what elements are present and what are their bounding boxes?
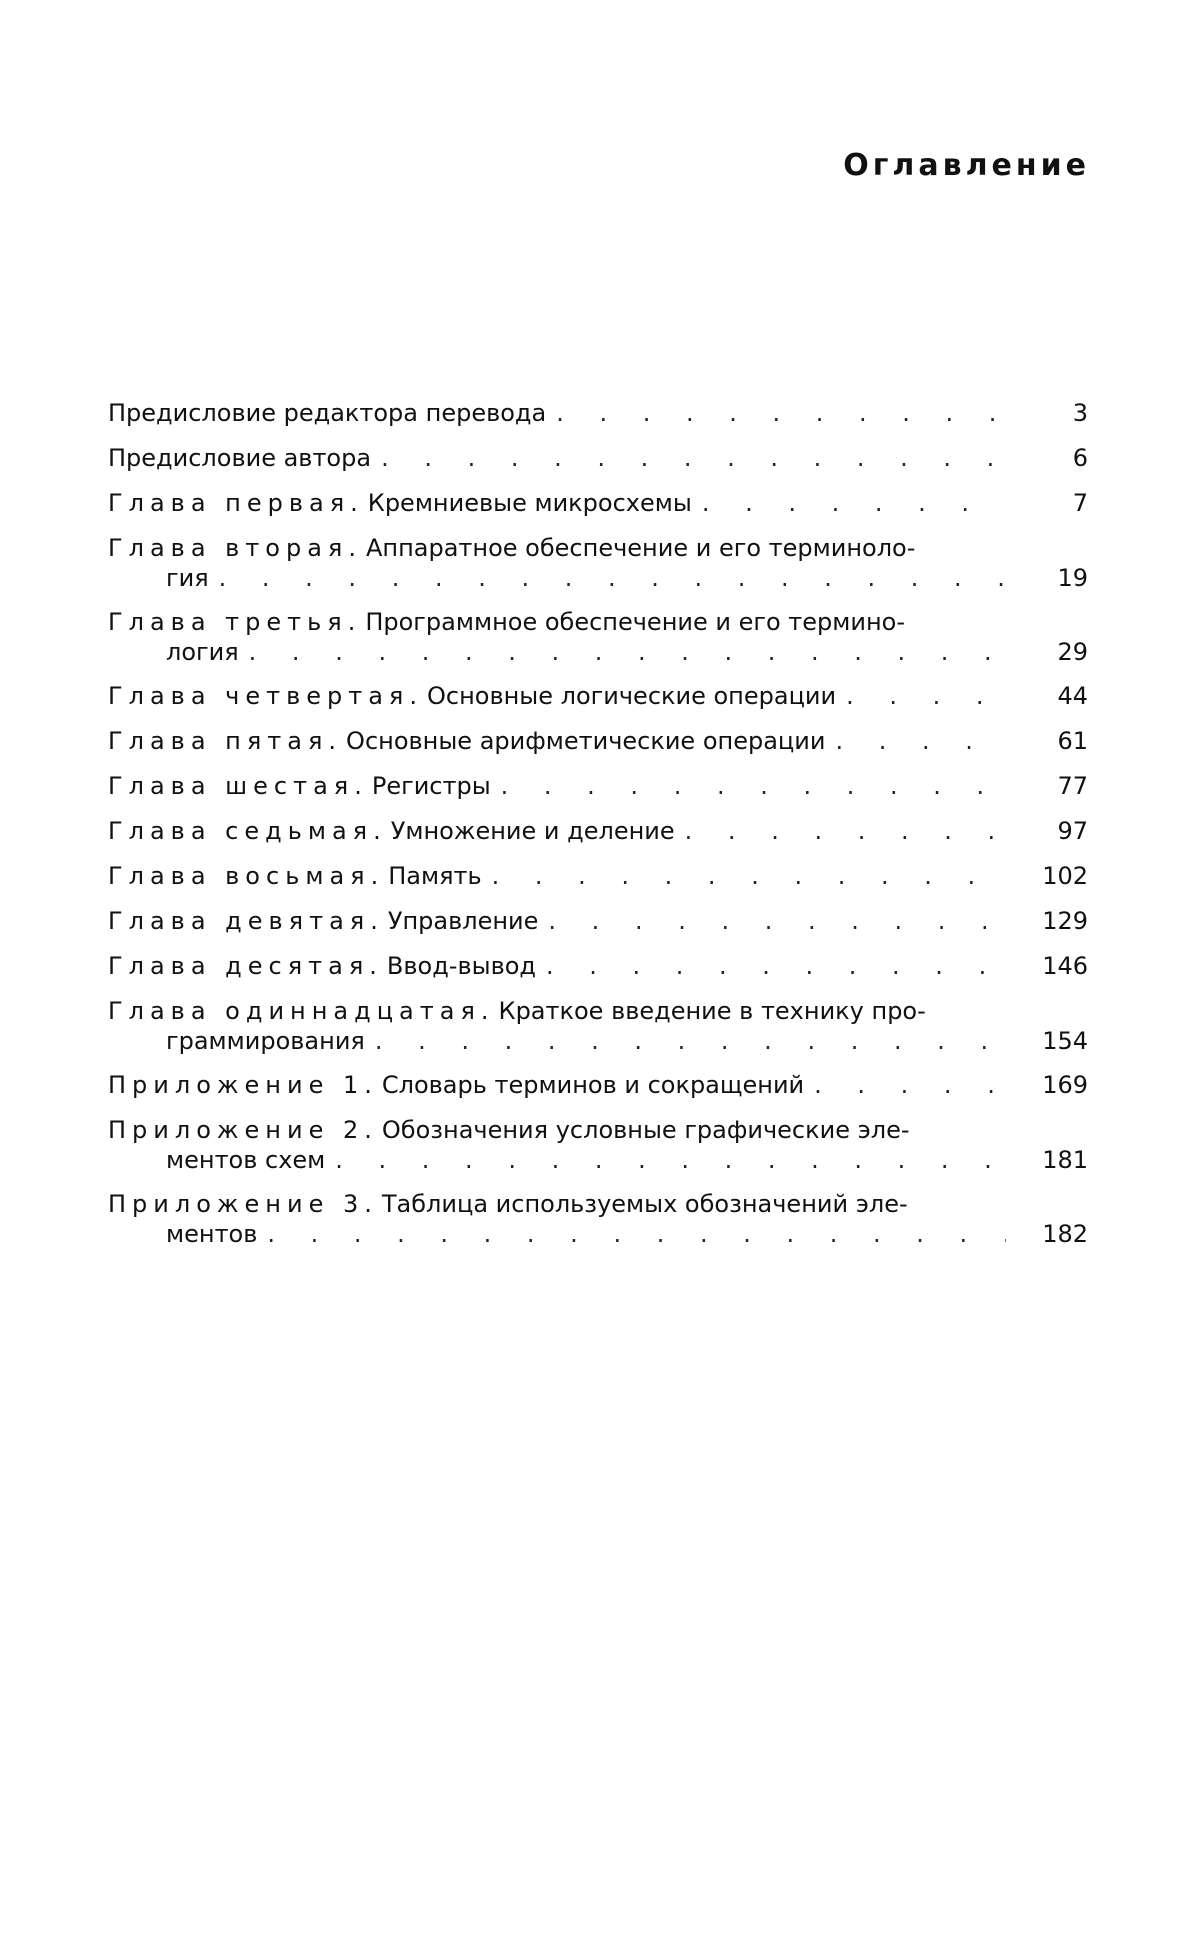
- toc-entry-heading-continued: ментов схем: [166, 1146, 326, 1174]
- toc-entry-page-number: 154: [1042, 1027, 1088, 1055]
- toc-entry-heading-continued: гия: [166, 564, 209, 592]
- toc-entry-text: [108, 681, 1016, 711]
- toc-entry-heading-continued: ментов: [166, 1220, 258, 1248]
- toc-entry-page-number: 44: [1057, 682, 1088, 710]
- toc-entry-prefix: Глава первая.: [108, 489, 364, 517]
- leader-dots: [501, 771, 1006, 801]
- toc-entry-page-number: 129: [1042, 907, 1088, 935]
- toc-entry[interactable]: [108, 488, 1088, 518]
- toc-entry-prefix: Глава девятая.: [108, 907, 384, 935]
- toc-entry-heading: Обозначения условные графические эле-: [381, 1116, 910, 1144]
- leader-dots: [219, 563, 1006, 593]
- toc-entry[interactable]: [108, 816, 1088, 846]
- leader-dots: [835, 726, 1006, 756]
- toc-entry-heading: Аппаратное обеспечение и его терминоло-: [365, 534, 916, 562]
- toc-entry-heading: Умножение и деление: [390, 817, 675, 845]
- toc-entry[interactable]: [108, 443, 1088, 473]
- toc-entry-first-line: [108, 533, 1016, 563]
- toc-entry-page-number: 182: [1042, 1220, 1088, 1248]
- toc-entry-prefix: Глава четвертая.: [108, 682, 423, 710]
- leader-dots: [546, 951, 1006, 981]
- leader-dots: [381, 443, 1006, 473]
- toc-entry-text: [108, 1189, 1016, 1249]
- toc-entry-text: [108, 861, 1016, 891]
- toc-entry-first-line: [108, 771, 1016, 801]
- toc-entry-page-number: 102: [1042, 862, 1088, 890]
- toc-entry-prefix: Приложение 2.: [108, 1116, 378, 1144]
- toc-entry-heading: Словарь терминов и сокращений: [381, 1071, 805, 1099]
- toc-entry-text: [108, 996, 1016, 1056]
- toc-entry-first-line: [108, 996, 1016, 1026]
- toc-entry-prefix: Глава одиннадцатая.: [108, 997, 495, 1025]
- toc-entry-heading: Кремниевые микросхемы: [367, 489, 692, 517]
- toc-entry-heading: Основные логические операции: [427, 682, 837, 710]
- toc-entry-first-line: [108, 443, 1016, 473]
- toc-entry-heading: Предисловие автора: [108, 444, 372, 472]
- toc-entry-prefix: Глава третья.: [108, 608, 362, 636]
- toc-entry-heading: Программное обеспечение и его термино-: [365, 608, 906, 636]
- toc-entry-page-number: 169: [1042, 1071, 1088, 1099]
- toc-entry-page-number: 19: [1057, 564, 1088, 592]
- toc-entry-text: [108, 906, 1016, 936]
- leader-dots: [249, 637, 1006, 667]
- toc-entry[interactable]: [108, 1189, 1088, 1249]
- toc-entry[interactable]: [108, 906, 1088, 936]
- toc-entry-text: [108, 533, 1016, 593]
- toc-entry-text: [108, 726, 1016, 756]
- toc-entry-page-number: 77: [1057, 772, 1088, 800]
- toc-entry-text: [108, 443, 1016, 473]
- toc-entry-continuation: [108, 1026, 1016, 1056]
- toc-entry-first-line: [108, 681, 1016, 711]
- toc-entry-page-number: 7: [1072, 489, 1088, 517]
- page-title: Оглавление: [843, 148, 1090, 183]
- toc-entry-heading: Ввод-вывод: [386, 952, 536, 980]
- leader-dots: [548, 906, 1006, 936]
- table-of-contents: [108, 398, 1088, 1263]
- toc-entry-text: [108, 951, 1016, 981]
- toc-entry-continuation: [108, 1145, 1016, 1175]
- toc-entry-first-line: [108, 861, 1016, 891]
- toc-entry-prefix: Глава пятая.: [108, 727, 343, 755]
- leader-dots: [492, 861, 1006, 891]
- toc-entry[interactable]: [108, 398, 1088, 428]
- toc-entry-first-line: [108, 488, 1016, 518]
- toc-entry-page-number: 181: [1042, 1146, 1088, 1174]
- toc-entry-first-line: [108, 726, 1016, 756]
- toc-entry-text: [108, 607, 1016, 667]
- toc-entry-prefix: Глава вторая.: [108, 534, 362, 562]
- toc-entry[interactable]: [108, 1070, 1088, 1100]
- toc-entry-heading: Управление: [387, 907, 539, 935]
- toc-entry-prefix: Глава восьмая.: [108, 862, 385, 890]
- toc-entry-page-number: 3: [1072, 399, 1088, 427]
- toc-entry-continuation: [108, 637, 1016, 667]
- leader-dots: [335, 1145, 1006, 1175]
- toc-entry-prefix: Глава десятая.: [108, 952, 383, 980]
- toc-entry-heading: Память: [388, 862, 482, 890]
- toc-entry-heading: Основные арифметические операции: [346, 727, 826, 755]
- toc-entry-prefix: Глава седьмая.: [108, 817, 387, 845]
- toc-entry[interactable]: [108, 681, 1088, 711]
- toc-entry-text: [108, 398, 1016, 428]
- toc-entry-prefix: Приложение 3.: [108, 1190, 378, 1218]
- toc-entry-page-number: 6: [1072, 444, 1088, 472]
- toc-entry-first-line: [108, 1115, 1016, 1145]
- leader-dots: [267, 1219, 1006, 1249]
- toc-entry-continuation: [108, 1219, 1016, 1249]
- toc-entry[interactable]: [108, 861, 1088, 891]
- toc-entry-first-line: [108, 816, 1016, 846]
- toc-entry-first-line: [108, 398, 1016, 428]
- toc-entry-first-line: [108, 951, 1016, 981]
- toc-entry-text: [108, 816, 1016, 846]
- toc-entry[interactable]: [108, 726, 1088, 756]
- toc-entry-first-line: [108, 1189, 1016, 1219]
- toc-entry[interactable]: [108, 996, 1088, 1056]
- leader-dots: [685, 816, 1006, 846]
- toc-entry-first-line: [108, 1070, 1016, 1100]
- toc-entry-text: [108, 488, 1016, 518]
- toc-entry-heading: Краткое введение в технику про-: [498, 997, 926, 1025]
- toc-entry-prefix: Глава шестая.: [108, 772, 368, 800]
- toc-entry[interactable]: [108, 607, 1088, 667]
- toc-entry-first-line: [108, 906, 1016, 936]
- toc-entry[interactable]: [108, 951, 1088, 981]
- toc-entry[interactable]: [108, 1115, 1088, 1175]
- toc-entry-page-number: 97: [1057, 817, 1088, 845]
- leader-dots: [846, 681, 1006, 711]
- toc-entry-text: [108, 1115, 1016, 1175]
- toc-entry-heading: Регистры: [371, 772, 491, 800]
- toc-entry-heading-continued: логия: [166, 638, 239, 666]
- toc-entry-page-number: 146: [1042, 952, 1088, 980]
- toc-entry-text: [108, 771, 1016, 801]
- toc-entry-page-number: 29: [1057, 638, 1088, 666]
- toc-entry-heading: Таблица используемых обозначений эле-: [381, 1190, 908, 1218]
- toc-entry[interactable]: [108, 533, 1088, 593]
- toc-entry-prefix: Приложение 1.: [108, 1071, 378, 1099]
- leader-dots: [702, 488, 1006, 518]
- toc-entry-page-number: 61: [1057, 727, 1088, 755]
- toc-entry-first-line: [108, 607, 1016, 637]
- toc-entry-heading-continued: граммирования: [166, 1027, 365, 1055]
- toc-entry-continuation: [108, 563, 1016, 593]
- toc-entry[interactable]: [108, 771, 1088, 801]
- toc-entry-text: [108, 1070, 1016, 1100]
- leader-dots: [375, 1026, 1006, 1056]
- leader-dots: [814, 1070, 1006, 1100]
- leader-dots: [556, 398, 1006, 428]
- toc-entry-heading: Предисловие редактора перевода: [108, 399, 547, 427]
- toc-list: [108, 398, 1088, 1249]
